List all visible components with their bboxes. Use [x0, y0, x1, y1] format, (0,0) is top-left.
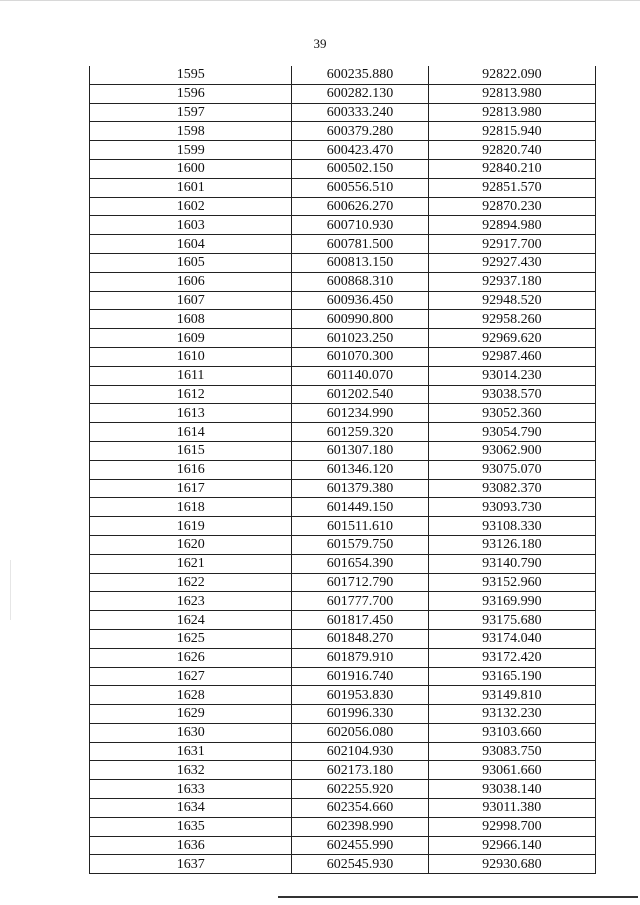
table-row	[90, 535, 596, 554]
x-coordinate-cell: 602173.180	[292, 761, 428, 780]
table-row	[90, 723, 596, 742]
point-number-cell: 1631	[90, 742, 292, 761]
x-coordinate-cell: 600710.930	[292, 216, 428, 235]
table-row	[90, 629, 596, 648]
point-number-cell: 1602	[90, 197, 292, 216]
x-coordinate-cell: 601817.450	[292, 611, 428, 630]
point-number-cell: 1607	[90, 291, 292, 310]
point-number-cell: 1612	[90, 385, 292, 404]
x-coordinate-cell: 602255.920	[292, 780, 428, 799]
y-coordinate-cell: 93082.370	[428, 479, 595, 498]
x-coordinate-cell: 601070.300	[292, 347, 428, 366]
table-row	[90, 667, 596, 686]
x-coordinate-cell: 600781.500	[292, 235, 428, 254]
x-coordinate-cell: 601916.740	[292, 667, 428, 686]
x-coordinate-cell: 602354.660	[292, 799, 428, 818]
x-coordinate-cell: 601234.990	[292, 404, 428, 423]
coordinates-table	[89, 66, 596, 874]
point-number-cell: 1595	[90, 66, 292, 84]
point-number-cell: 1633	[90, 780, 292, 799]
point-number-cell: 1606	[90, 272, 292, 291]
point-number-cell: 1621	[90, 554, 292, 573]
x-coordinate-cell: 601777.700	[292, 592, 428, 611]
table-row	[90, 686, 596, 705]
x-coordinate-cell: 601879.910	[292, 648, 428, 667]
y-coordinate-cell: 93149.810	[428, 686, 595, 705]
x-coordinate-cell: 602455.990	[292, 836, 428, 855]
point-number-cell: 1616	[90, 460, 292, 479]
table-row	[90, 705, 596, 724]
y-coordinate-cell: 93038.140	[428, 780, 595, 799]
table-row	[90, 159, 596, 178]
y-coordinate-cell: 93014.230	[428, 366, 595, 385]
x-coordinate-cell: 601140.070	[292, 366, 428, 385]
y-coordinate-cell: 93152.960	[428, 573, 595, 592]
y-coordinate-cell: 92813.980	[428, 103, 595, 122]
x-coordinate-cell: 602056.080	[292, 723, 428, 742]
y-coordinate-cell: 92937.180	[428, 272, 595, 291]
point-number-cell: 1601	[90, 178, 292, 197]
x-coordinate-cell: 600502.150	[292, 159, 428, 178]
y-coordinate-cell: 93169.990	[428, 592, 595, 611]
y-coordinate-cell: 92917.700	[428, 235, 595, 254]
point-number-cell: 1627	[90, 667, 292, 686]
point-number-cell: 1632	[90, 761, 292, 780]
x-coordinate-cell: 600813.150	[292, 253, 428, 272]
y-coordinate-cell: 92894.980	[428, 216, 595, 235]
table-row	[90, 216, 596, 235]
y-coordinate-cell: 92822.090	[428, 66, 595, 84]
x-coordinate-cell: 601307.180	[292, 441, 428, 460]
x-coordinate-cell: 600379.280	[292, 122, 428, 141]
point-number-cell: 1637	[90, 855, 292, 874]
y-coordinate-cell: 93140.790	[428, 554, 595, 573]
table-row	[90, 122, 596, 141]
y-coordinate-cell: 93083.750	[428, 742, 595, 761]
point-number-cell: 1596	[90, 84, 292, 103]
y-coordinate-cell: 92966.140	[428, 836, 595, 855]
x-coordinate-cell: 601346.120	[292, 460, 428, 479]
x-coordinate-cell: 601449.150	[292, 498, 428, 517]
table-row	[90, 479, 596, 498]
point-number-cell: 1610	[90, 347, 292, 366]
x-coordinate-cell: 601511.610	[292, 517, 428, 536]
x-coordinate-cell: 602398.990	[292, 817, 428, 836]
y-coordinate-cell: 93052.360	[428, 404, 595, 423]
y-coordinate-cell: 92927.430	[428, 253, 595, 272]
point-number-cell: 1618	[90, 498, 292, 517]
x-coordinate-cell: 601996.330	[292, 705, 428, 724]
point-number-cell: 1609	[90, 329, 292, 348]
point-number-cell: 1600	[90, 159, 292, 178]
y-coordinate-cell: 92948.520	[428, 291, 595, 310]
table-row	[90, 103, 596, 122]
table-row	[90, 592, 596, 611]
x-coordinate-cell: 602545.930	[292, 855, 428, 874]
x-coordinate-cell: 600556.510	[292, 178, 428, 197]
point-number-cell: 1625	[90, 629, 292, 648]
x-coordinate-cell: 601259.320	[292, 423, 428, 442]
table-row	[90, 836, 596, 855]
y-coordinate-cell: 92870.230	[428, 197, 595, 216]
point-number-cell: 1598	[90, 122, 292, 141]
footer-rule	[278, 896, 638, 898]
point-number-cell: 1620	[90, 535, 292, 554]
point-number-cell: 1599	[90, 141, 292, 160]
y-coordinate-cell: 93093.730	[428, 498, 595, 517]
point-number-cell: 1630	[90, 723, 292, 742]
table-row	[90, 517, 596, 536]
point-number-cell: 1619	[90, 517, 292, 536]
y-coordinate-cell: 93172.420	[428, 648, 595, 667]
point-number-cell: 1605	[90, 253, 292, 272]
y-coordinate-cell: 93011.380	[428, 799, 595, 818]
x-coordinate-cell: 601379.380	[292, 479, 428, 498]
table-row	[90, 178, 596, 197]
y-coordinate-cell: 93174.040	[428, 629, 595, 648]
x-coordinate-cell: 600626.270	[292, 197, 428, 216]
x-coordinate-cell: 601712.790	[292, 573, 428, 592]
x-coordinate-cell: 601654.390	[292, 554, 428, 573]
point-number-cell: 1623	[90, 592, 292, 611]
table-row	[90, 573, 596, 592]
point-number-cell: 1622	[90, 573, 292, 592]
x-coordinate-cell: 601848.270	[292, 629, 428, 648]
x-coordinate-cell: 601953.830	[292, 686, 428, 705]
page-number: 39	[313, 36, 327, 51]
y-coordinate-cell: 92815.940	[428, 122, 595, 141]
y-coordinate-cell: 93038.570	[428, 385, 595, 404]
y-coordinate-cell: 92820.740	[428, 141, 595, 160]
table-row	[90, 366, 596, 385]
point-number-cell: 1626	[90, 648, 292, 667]
point-number-cell: 1624	[90, 611, 292, 630]
table-row	[90, 272, 596, 291]
table-row	[90, 197, 596, 216]
point-number-cell: 1636	[90, 836, 292, 855]
x-coordinate-cell: 600333.240	[292, 103, 428, 122]
page-top-edge	[0, 0, 640, 1]
x-coordinate-cell: 601579.750	[292, 535, 428, 554]
table-row	[90, 554, 596, 573]
x-coordinate-cell: 600235.880	[292, 66, 428, 84]
point-number-cell: 1597	[90, 103, 292, 122]
point-number-cell: 1603	[90, 216, 292, 235]
table-row	[90, 761, 596, 780]
table-row	[90, 742, 596, 761]
x-coordinate-cell: 600990.800	[292, 310, 428, 329]
x-coordinate-cell: 602104.930	[292, 742, 428, 761]
y-coordinate-cell: 93054.790	[428, 423, 595, 442]
y-coordinate-cell: 93061.660	[428, 761, 595, 780]
table-row	[90, 780, 596, 799]
table-row	[90, 817, 596, 836]
table-row	[90, 310, 596, 329]
y-coordinate-cell: 93165.190	[428, 667, 595, 686]
table-row	[90, 799, 596, 818]
y-coordinate-cell: 92969.620	[428, 329, 595, 348]
table-row	[90, 84, 596, 103]
table-row	[90, 329, 596, 348]
point-number-cell: 1629	[90, 705, 292, 724]
y-coordinate-cell: 93108.330	[428, 517, 595, 536]
y-coordinate-cell: 92987.460	[428, 347, 595, 366]
point-number-cell: 1635	[90, 817, 292, 836]
y-coordinate-cell: 93126.180	[428, 535, 595, 554]
table-row	[90, 441, 596, 460]
y-coordinate-cell: 93062.900	[428, 441, 595, 460]
table-row	[90, 460, 596, 479]
y-coordinate-cell: 93175.680	[428, 611, 595, 630]
y-coordinate-cell: 92840.210	[428, 159, 595, 178]
x-coordinate-cell: 600868.310	[292, 272, 428, 291]
point-number-cell: 1614	[90, 423, 292, 442]
point-number-cell: 1611	[90, 366, 292, 385]
table-row	[90, 648, 596, 667]
point-number-cell: 1604	[90, 235, 292, 254]
x-coordinate-cell: 600282.130	[292, 84, 428, 103]
y-coordinate-cell: 92998.700	[428, 817, 595, 836]
y-coordinate-cell: 92851.570	[428, 178, 595, 197]
table-row	[90, 855, 596, 874]
table-row	[90, 385, 596, 404]
table-row	[90, 253, 596, 272]
table-row	[90, 235, 596, 254]
y-coordinate-cell: 92930.680	[428, 855, 595, 874]
table-row	[90, 611, 596, 630]
table-row	[90, 141, 596, 160]
table-row	[90, 347, 596, 366]
x-coordinate-cell: 601023.250	[292, 329, 428, 348]
point-number-cell: 1608	[90, 310, 292, 329]
x-coordinate-cell: 600936.450	[292, 291, 428, 310]
y-coordinate-cell: 93132.230	[428, 705, 595, 724]
table-row	[90, 498, 596, 517]
table-row	[90, 66, 596, 84]
y-coordinate-cell: 93075.070	[428, 460, 595, 479]
point-number-cell: 1613	[90, 404, 292, 423]
y-coordinate-cell: 93103.660	[428, 723, 595, 742]
x-coordinate-cell: 600423.470	[292, 141, 428, 160]
point-number-cell: 1634	[90, 799, 292, 818]
x-coordinate-cell: 601202.540	[292, 385, 428, 404]
y-coordinate-cell: 92813.980	[428, 84, 595, 103]
y-coordinate-cell: 92958.260	[428, 310, 595, 329]
point-number-cell: 1615	[90, 441, 292, 460]
table-row	[90, 423, 596, 442]
table-row	[90, 404, 596, 423]
point-number-cell: 1628	[90, 686, 292, 705]
point-number-cell: 1617	[90, 479, 292, 498]
coordinates-table-body	[90, 66, 596, 874]
table-row	[90, 291, 596, 310]
margin-mark	[10, 560, 11, 620]
